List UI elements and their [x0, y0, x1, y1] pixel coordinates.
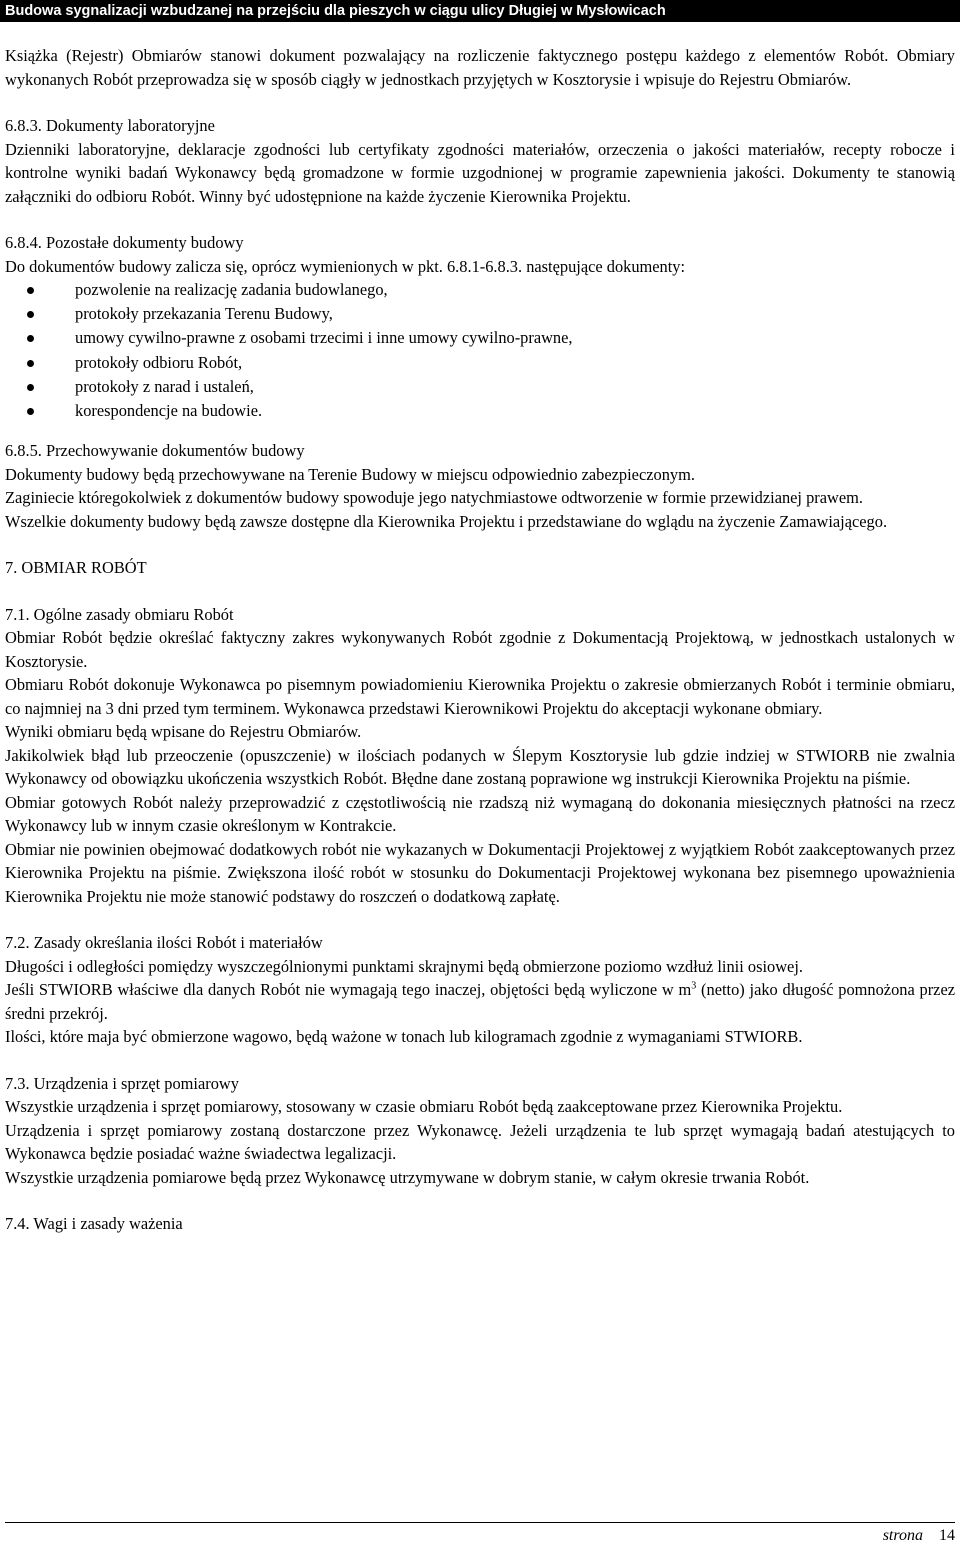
paragraph-ilosci-1: Długości i odległości pomiędzy wyszczególnionymi punktami skrajnymi będą obmierzone poziomo wzdłuż linii osiowej. [5, 956, 803, 976]
heading-7-1: 7.1. Ogólne zasady obmiaru Robót [5, 604, 234, 624]
paragraph-urzadzenia-2: Urządzenia i sprzęt pomiarowy zostaną dostarczone przez Wykonawcę. Jeżeli urządzenia te lub sprzęt wymagają badań atestujących to Wykonawca będzie posiadać ważne świadectwa legalizacji. [5, 1120, 955, 1164]
bullet-icon [27, 311, 34, 318]
heading-7-4: 7.4. Wagi i zasady ważenia [5, 1214, 183, 1234]
list-item: korespondencje na budowie. [5, 399, 955, 423]
footer-divider [5, 1522, 955, 1523]
paragraph-ilosci-2: Jeśli STWIORB właściwe dla danych Robót nie wymagają tego inaczej, objętości będą wyliczone w $m^3$ (netto) jako długość pomnożona przez średni przekrój. [5, 980, 955, 1023]
paragraph-urzadzenia-1: Wszystkie urządzenia i sprzęt pomiarowy, stosowany w czasie obmiaru Robót będą zaakceptowane przez Kierownika Projektu. [5, 1097, 843, 1117]
paragraph-rejestr-obmiarow: Książka (Rejestr) Obmiarów stanowi dokument pozwalający na rozliczenie faktycznego postępu każdego z elementów Robót. Obmiary wykonanych Robót przeprowadza się w sposób ciągły w jednostkach przyjętych w Kosztorysie i wpisuje do Rejestru Obmiarów. [5, 46, 955, 89]
list-item: protokoły z narad i ustaleń, [5, 375, 955, 399]
bullet-icon [27, 360, 34, 367]
document-header: Budowa sygnalizacji wzbudzanej na przejściu dla pieszych w ciągu ulicy Długiej w Mysłowicach [0, 0, 960, 22]
heading-7-3: 7.3. Urządzenia i sprzęt pomiarowy [5, 1073, 239, 1093]
paragraph-pozostale-intro: Do dokumentów budowy zalicza się, oprócz wymienionych w pkt. 6.8.1-6.8.3. następujące dokumenty: [5, 256, 686, 276]
bullet-icon [27, 384, 34, 391]
list-item: protokoły przekazania Terenu Budowy, [5, 302, 955, 326]
page-footer [883, 1526, 955, 1546]
page-number: 14 [939, 1527, 955, 1544]
paragraph-obmiar-4: Jakikolwiek błąd lub przeoczenie (opuszczenie) w ilościach podanych w Ślepym Kosztorysie lub gdzie indziej w STWIORB nie zwalnia Wykonawcy od obowiązku ukończenia wszystkich Robót. Błędne dane zostaną poprawione wg instrukcji Kierownika Projektu na piśmie. [5, 745, 955, 789]
footer-label: strona [882, 1527, 923, 1544]
paragraph-przechowywanie-1: Dokumenty budowy będą przechowywane na Terenie Budowy w miejscu odpowiednio zabezpieczonym. [5, 464, 695, 484]
paragraph-urzadzenia-3: Wszystkie urządzenia pomiarowe będą przez Wykonawcę utrzymywane w dobrym stanie, w całym okresie trwania Robót. [5, 1167, 810, 1187]
heading-6-8-3: 6.8.3. Dokumenty laboratoryjne [5, 116, 215, 135]
heading-6-8-5: 6.8.5. Przechowywanie dokumentów budowy [5, 441, 305, 461]
list-item: protokoły odbioru Robót, [5, 351, 955, 375]
bullet-icon [27, 287, 34, 294]
paragraph-dokumenty-laboratoryjne: Dzienniki laboratoryjne, deklaracje zgodności lub certyfikaty zgodności materiałów, orzeczenia o jakości materiałów, recepty robocze i kontrolne wyniki badań Wykonawcy będą gromadzone w formie uzgodnionej w programie zapewnienia jakości. Dokumenty te stanowią załączniki do odbioru Robót. Winny być udostępnione na każde życzenie Kierownika Projektu. [5, 139, 955, 206]
paragraph-obmiar-6: Obmiar nie powinien obejmować dodatkowych robót nie wykazanych w Dokumentacji Projektowej z wyjątkiem Robót zaakceptowanych przez Kierownika Projektu na piśmie. Zwiększona ilość robót w stosunku do Dokumentacji Projektowej wykonana bez pisemnego upoważnienia Kierownika Projektu nie może stanowić podstawy do roszczeń o dodatkową zapłatę. [5, 839, 955, 906]
paragraph-obmiar-2: Obmiaru Robót dokonuje Wykonawca po pisemnym powiadomieniu Kierownika Projektu o zakresie obmierzanych Robót i terminie obmiaru, co najmniej na 3 dni przed tym terminem. Wykonawca przedstawi Kierownikowi Projektu do akceptacji wykonane obmiary. [5, 675, 955, 718]
paragraph-obmiar-3: Wyniki obmiaru będą wpisane do Rejestru Obmiarów. [5, 722, 362, 742]
paragraph-przechowywanie-2: Zaginiecie któregokolwiek z dokumentów budowy spowoduje jego natychmiastowe odtworzenie w formie przewidzianej prawem. [5, 488, 863, 508]
paragraph-obmiar-5: Obmiar gotowych Robót należy przeprowadzić z częstotliwością nie rzadszą niż wymaganą do dokonania miesięcznych płatności na rzecz Wykonawcy lub w innym czasie określonym w Kontrakcie. [5, 792, 955, 836]
bullet-icon [27, 408, 34, 415]
list-item: pozwolenie na realizację zadania budowlanego, [5, 278, 955, 302]
bullet-icon [27, 335, 34, 342]
paragraph-ilosci-3: Ilości, które maja być obmierzone wagowo, będą ważone w tonach lub kilogramach zgodnie z wymaganiami STWIORB. [5, 1027, 803, 1047]
documents-bullet-list [5, 278, 955, 423]
list-item: umowy cywilno-prawne z osobami trzecimi i inne umowy cywilno-prawne, [5, 326, 955, 350]
heading-6-8-4: 6.8.4. Pozostałe dokumenty budowy [5, 233, 244, 252]
heading-7-2: 7.2. Zasady określania ilości Robót i materiałów [5, 933, 323, 953]
paragraph-przechowywanie-3: Wszelkie dokumenty budowy będą zawsze dostępne dla Kierownika Projektu i przedstawiane do wglądu na życzenie Zamawiającego. [5, 511, 888, 531]
paragraph-obmiar-1: Obmiar Robót będzie określać faktyczny zakres wykonywanych Robót zgodnie z Dokumentacją Projektową, w jednostkach ustalonych w Kosztorysie. [5, 628, 955, 671]
heading-7: 7. OBMIAR ROBÓT [5, 558, 147, 578]
document-body [5, 44, 955, 1236]
